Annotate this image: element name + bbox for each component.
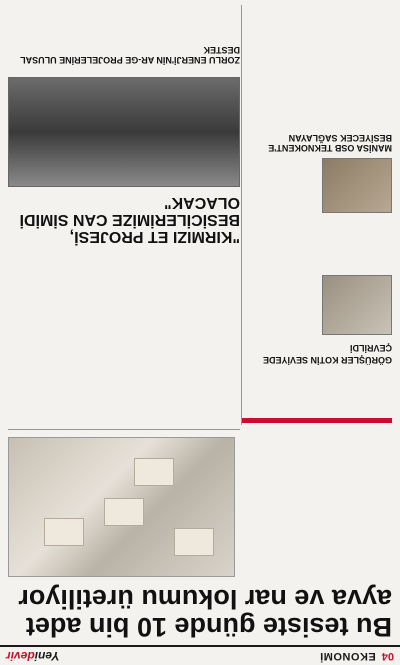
third-story-headline: MANİSA OSB TEKNOKENT'E BESİYECEK SAĞLAYAN	[268, 133, 392, 153]
photo-detail	[174, 528, 214, 556]
photo-detail	[44, 518, 84, 546]
photo-detail	[134, 458, 174, 486]
section-title: EKONOMİ	[319, 650, 376, 662]
logo-accent: devir	[6, 649, 35, 663]
second-story-photo	[322, 275, 392, 335]
quote-story-photo	[8, 77, 240, 187]
third-story-photo	[322, 158, 392, 213]
newspaper-logo	[6, 649, 60, 663]
main-headline: Bu tesiste günde 10 bin adet ayva ve nar lokumu üretiliyor	[18, 584, 392, 642]
second-story-subhead: ÇEVRİLDİ	[349, 343, 392, 353]
divider	[8, 429, 240, 430]
section-accent-bar	[242, 418, 392, 423]
second-story-headline: GÖRÜŞLER KOTİN SEVİYEDE	[262, 355, 392, 365]
page-number: 04	[381, 650, 394, 662]
main-story-photo	[8, 437, 235, 577]
quote-headline: "KIRMIZI ET PROJESİ, BESİCİLERİMİZE CAN SİMİDİ OLACAK"	[19, 194, 240, 245]
page-header	[0, 645, 400, 665]
photo-detail	[104, 498, 144, 526]
side-story-headline: ZORLU ENERJİ'NİN AR-GE PROJELERİNE ULUSAL DESTEK	[20, 45, 240, 65]
logo-main: Yeni	[34, 649, 60, 663]
column-divider	[241, 5, 242, 425]
